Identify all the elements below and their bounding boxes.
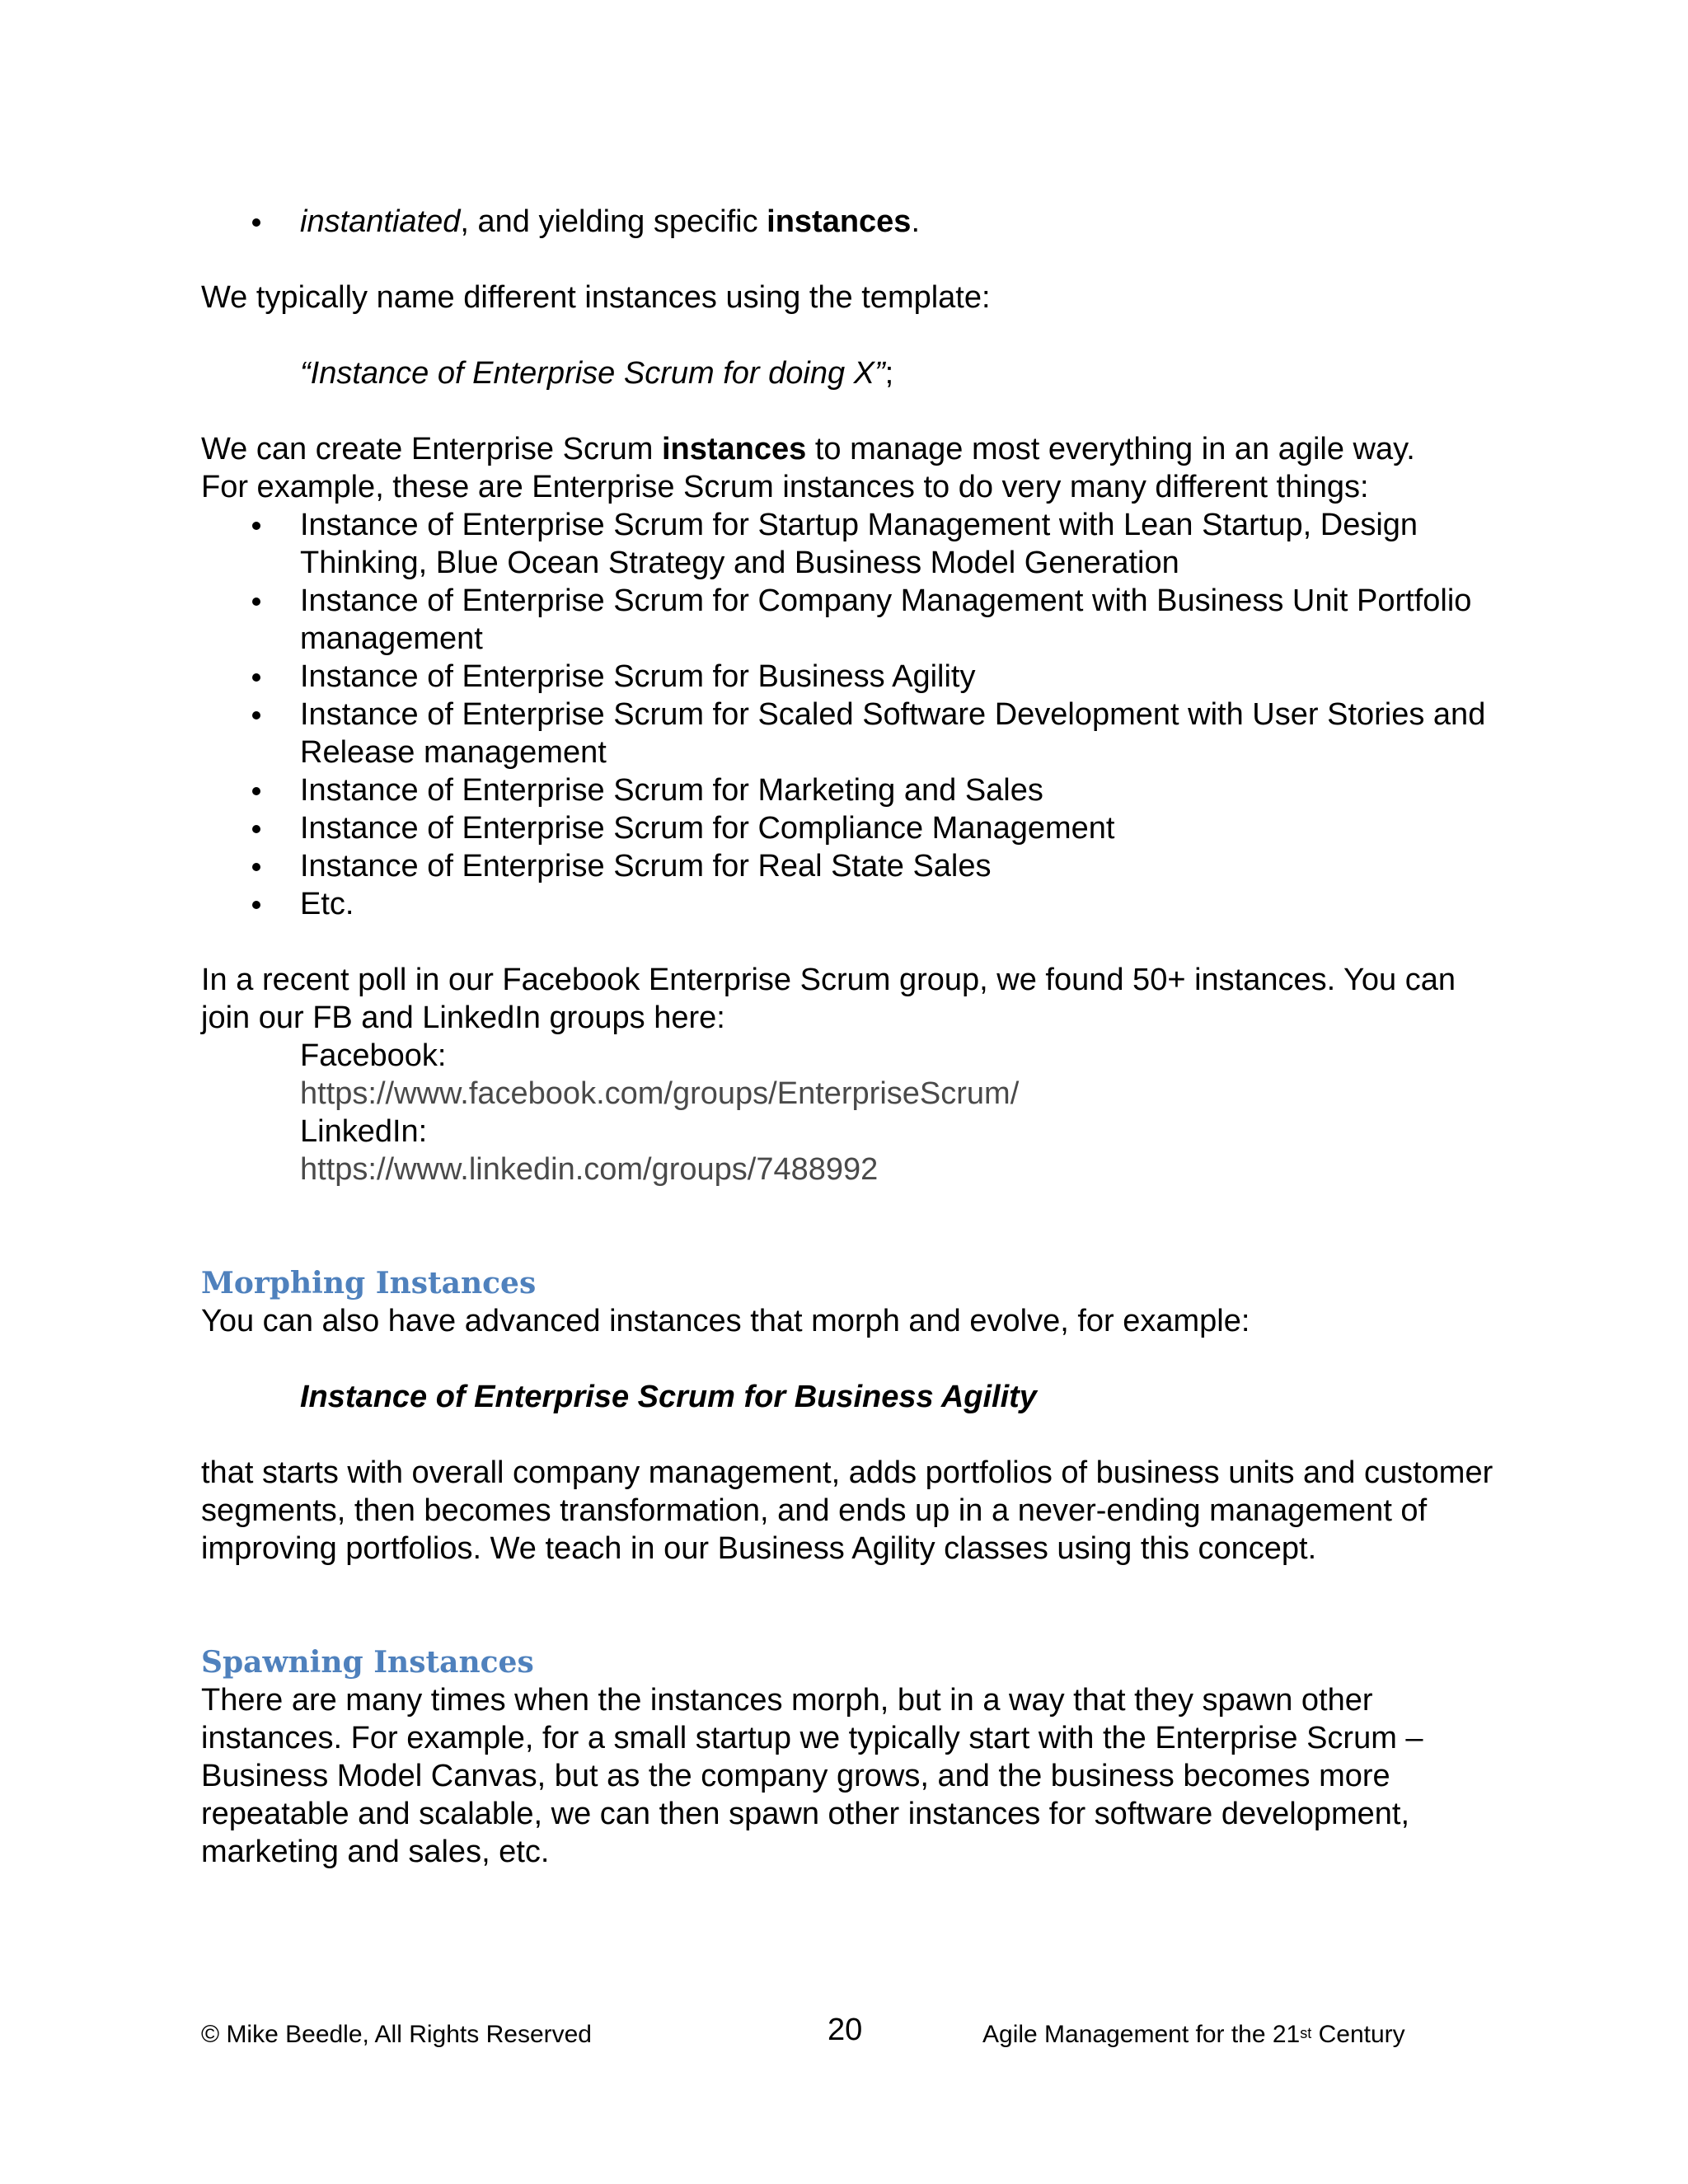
template-quote: “Instance of Enterprise Scrum for doing X”; [300, 356, 894, 391]
example-paragraph: For example, these are Enterprise Scrum instances to do very many different things: [201, 470, 1369, 504]
list-item: Instance of Enterprise Scrum for Scaled Software Development with User Stories and Release management [201, 696, 1503, 771]
poll-paragraph: In a recent poll in our Facebook Enterprise Scrum group, we found 50+ instances. You can join our FB and LinkedIn groups here: [201, 963, 1456, 1035]
create-instances-paragraph: We can create Enterprise Scrum instances to manage most everything in an agile way. [201, 432, 1415, 466]
template-paragraph: We typically name different instances using the template: [201, 280, 991, 315]
list-item: Instance of Enterprise Scrum for Marketing and Sales [201, 771, 1503, 809]
page-number: 20 [828, 2013, 863, 2047]
copyright-icon: © [201, 2021, 220, 2048]
footer-book-title: Agile Management for the 21st Century [982, 2021, 1405, 2048]
list-item: Instance of Enterprise Scrum for Company Management with Business Unit Portfolio management [201, 582, 1503, 658]
morphing-intro: You can also have advanced instances that morph and evolve, for example: [201, 1304, 1250, 1338]
spawning-body: There are many times when the instances morph, but in a way that they spawn other instances. For example, for a small startup we typically start with the Enterprise Scrum – Business Model Canvas, but as the company grows, and the business becomes more repeatable and scalable, we can then spawn other instances for software development, marketing and sales, etc. [201, 1683, 1423, 1869]
list-item: Instance of Enterprise Scrum for Startup Management with Lean Startup, Design Thinking, Blue Ocean Strategy and Business Model Generation [201, 506, 1503, 582]
facebook-link[interactable]: https://www.facebook.com/groups/EnterpriseScrum/ [300, 1076, 1020, 1111]
footer-copyright: © Mike Beedle, All Rights Reserved [201, 2021, 592, 2048]
list-item: Instance of Enterprise Scrum for Compliance Management [201, 809, 1503, 847]
list-item: Etc. [201, 885, 1503, 923]
list-item: Instance of Enterprise Scrum for Business Agility [201, 658, 1503, 696]
spawning-heading: Spawning Instances [201, 1645, 534, 1680]
morphing-body: that starts with overall company management, adds portfolios of business units and customer segments, then becomes transformation, and ends up in a never-ending management of improving portfolios. We teach in our Business Agility classes using this concept. [201, 1455, 1493, 1566]
page-footer [201, 2011, 1503, 2052]
linkedin-link[interactable]: https://www.linkedin.com/groups/7488992 [300, 1152, 879, 1187]
instances-list [201, 506, 1503, 923]
groups-block [201, 1037, 1503, 1188]
page-body [201, 203, 1503, 1871]
facebook-label: Facebook: [300, 1038, 447, 1073]
morphing-example: Instance of Enterprise Scrum for Business Agility [300, 1380, 1037, 1414]
linkedin-label: LinkedIn: [300, 1114, 428, 1149]
morphing-heading: Morphing Instances [201, 1266, 537, 1301]
top-bullet-list [201, 203, 1503, 241]
list-item: instantiated, and yielding specific instances. [201, 203, 1503, 241]
list-item: Instance of Enterprise Scrum for Real State Sales [201, 847, 1503, 885]
